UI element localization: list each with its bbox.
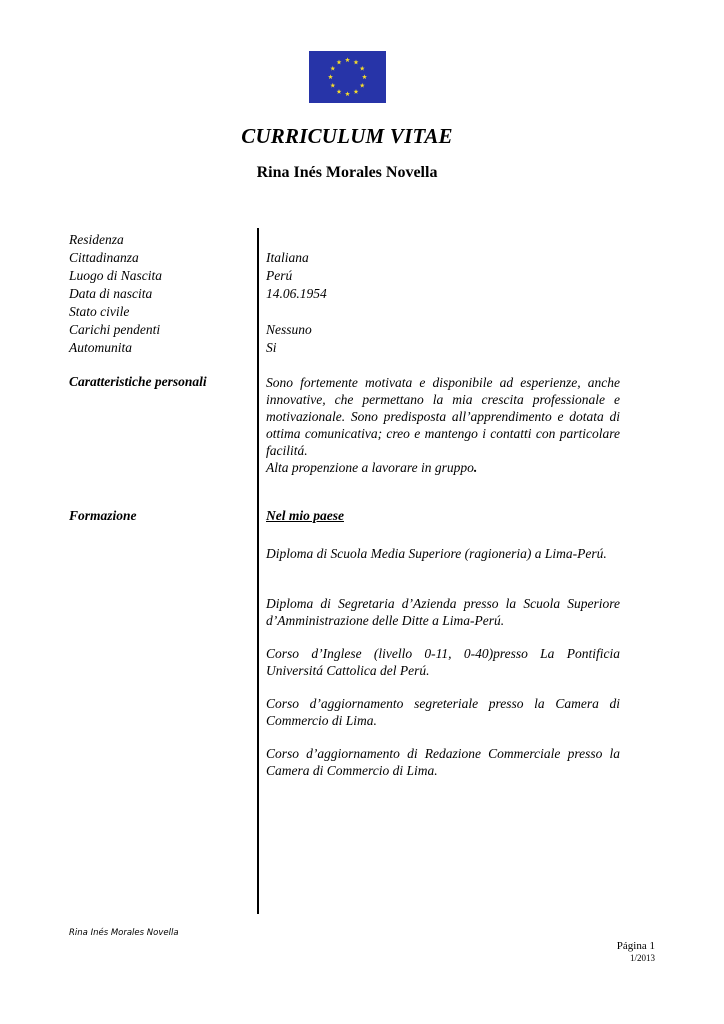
teamwork-period: .	[473, 460, 478, 475]
formazione-subheading: Nel mio paese	[266, 508, 344, 523]
label-stato-civile: Stato civile	[69, 304, 130, 319]
value-carichi-pendenti: Nessuno	[266, 322, 312, 337]
value-cittadinanza: Italiana	[266, 250, 309, 265]
section-formazione-label: Formazione	[69, 508, 137, 523]
label-carichi-pendenti: Carichi pendenti	[69, 322, 161, 337]
eu-flag-icon	[309, 51, 386, 103]
value-data-nascita: 14.06.1954	[266, 286, 327, 301]
caratteristiche-paragraph: Sono fortemente motivata e disponibile ad esperienze, anche innovative, che permettano la mia crescita professionale e motivazionale. Sono predisposta all’apprendimento e dotata di ottima comunicativa; creo e mantengo i contatti con particolare facilitá.	[266, 375, 620, 458]
formazione-item: Corso d’Inglese (livello 0-11, 0-40)presso La Pontificia Universitá Cattolica del Perú.	[266, 646, 620, 678]
label-automunita: Automunita	[69, 340, 132, 355]
footer-name: Rina Inés Morales Novella	[69, 928, 179, 938]
formazione-item: Diploma di Scuola Media Superiore (ragioneria) a Lima-Perú.	[266, 546, 607, 561]
label-luogo-nascita: Luogo di Nascita	[69, 268, 163, 283]
caratteristiche-text	[266, 374, 620, 476]
formazione-item: Diploma di Segretaria d’Azienda presso la Scuola Superiore d’Amministrazione delle Ditte a Lima-Perú.	[266, 596, 620, 628]
label-residenza: Residenza	[69, 232, 124, 247]
value-automunita: Si	[266, 340, 277, 355]
column-divider	[257, 228, 259, 914]
label-data-nascita: Data di nascita	[69, 286, 153, 301]
page-title: CURRICULUM VITAE	[241, 124, 453, 148]
candidate-name: Rina Inés Morales Novella	[256, 164, 438, 181]
formazione-item: Corso d’aggiornamento segreteriale presso la Camera di Commercio di Lima.	[266, 696, 620, 728]
formazione-item: Corso d’aggiornamento di Redazione Commerciale presso la Camera di Commercio di Lima.	[266, 746, 620, 778]
personal-labels	[69, 231, 162, 357]
value-stato-civile	[266, 303, 327, 321]
section-caratteristiche-label: Caratteristiche personali	[69, 374, 207, 389]
personal-values	[266, 249, 327, 357]
footer-date: 1/2013	[629, 953, 655, 963]
footer-page-number: Página 1	[616, 940, 655, 952]
caratteristiche-teamwork	[266, 459, 620, 476]
value-luogo-nascita: Perú	[266, 268, 293, 283]
teamwork-text: Alta propenzione a lavorare in gruppo	[266, 460, 474, 475]
label-cittadinanza: Cittadinanza	[69, 250, 139, 265]
